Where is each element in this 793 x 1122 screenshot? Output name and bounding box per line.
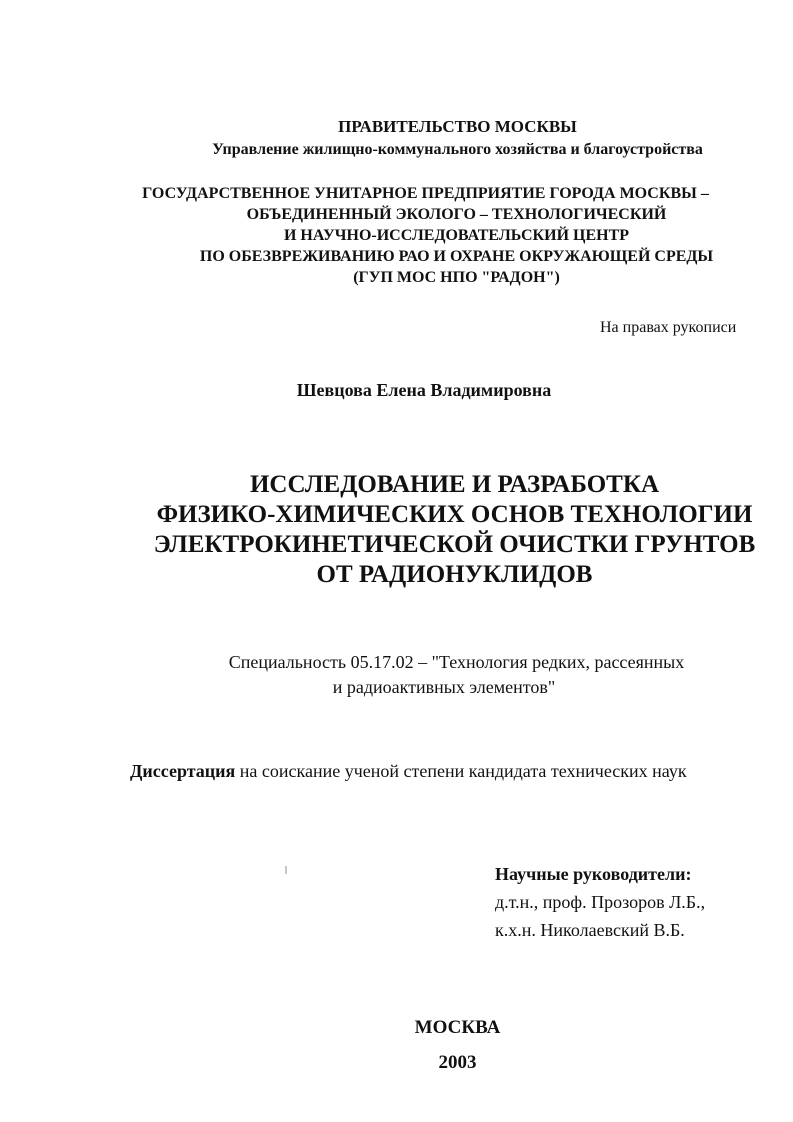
- specialty-line: Специальность 05.17.02 – "Технология редких, рассеянных: [228, 652, 685, 672]
- title-line: ОТ РАДИОНУКЛИДОВ: [316, 561, 593, 588]
- government-name: ПРАВИТЕЛЬСТВО МОСКВЫ: [338, 117, 577, 136]
- specialty-line: и радиоактивных элементов": [332, 677, 556, 697]
- author-name: Шевцова Елена Владимировна: [296, 380, 552, 400]
- specialty-block: [0, 650, 793, 700]
- dissertation-label: Диссертация: [130, 761, 236, 781]
- supervisor-name: к.х.н. Николаевский В.Б.: [495, 920, 685, 940]
- supervisors-heading: Научные руководители:: [495, 864, 692, 884]
- organization-line: ГОСУДАРСТВЕННОЕ УНИТАРНОЕ ПРЕДПРИЯТИЕ ГОРОДА МОСКВЫ –: [142, 185, 709, 202]
- title-line: ФИЗИКО-ХИМИЧЕСКИХ ОСНОВ ТЕХНОЛОГИИ: [156, 501, 753, 528]
- organization-line: И НАУЧНО-ИССЛЕДОВАТЕЛЬСКИЙ ЦЕНТР: [283, 227, 630, 244]
- title-line: ИССЛЕДОВАНИЕ И РАЗРАБОТКА: [249, 471, 660, 498]
- supervisor-name: д.т.н., проф. Прозоров Л.Б.,: [495, 892, 706, 912]
- manuscript-note: На правах рукописи: [600, 319, 737, 336]
- title-line: ЭЛЕКТРОКИНЕТИЧЕСКОЙ ОЧИСТКИ ГРУНТОВ: [153, 531, 756, 558]
- dissertation-statement: [130, 762, 687, 780]
- department-name: Управление жилищно-коммунального хозяйства и благоустройства: [212, 141, 703, 158]
- organization-line: (ГУП МОС НПО "РАДОН"): [353, 269, 560, 286]
- organization-block: [0, 183, 793, 288]
- organization-line: ОБЪЕДИНЕННЫЙ ЭКОЛОГО – ТЕХНОЛОГИЧЕСКИЙ: [246, 206, 667, 223]
- city: МОСКВА: [414, 1017, 501, 1038]
- dissertation-text: на соискание ученой степени кандидата технических наук: [235, 761, 687, 781]
- year: 2003: [438, 1052, 477, 1073]
- dissertation-title: [0, 470, 793, 590]
- organization-line: ПО ОБЕЗВРЕЖИВАНИЮ РАО И ОХРАНЕ ОКРУЖАЮЩЕЙ СРЕДЫ: [199, 248, 714, 265]
- scan-mark: [285, 866, 287, 874]
- supervisors-block: [495, 860, 705, 944]
